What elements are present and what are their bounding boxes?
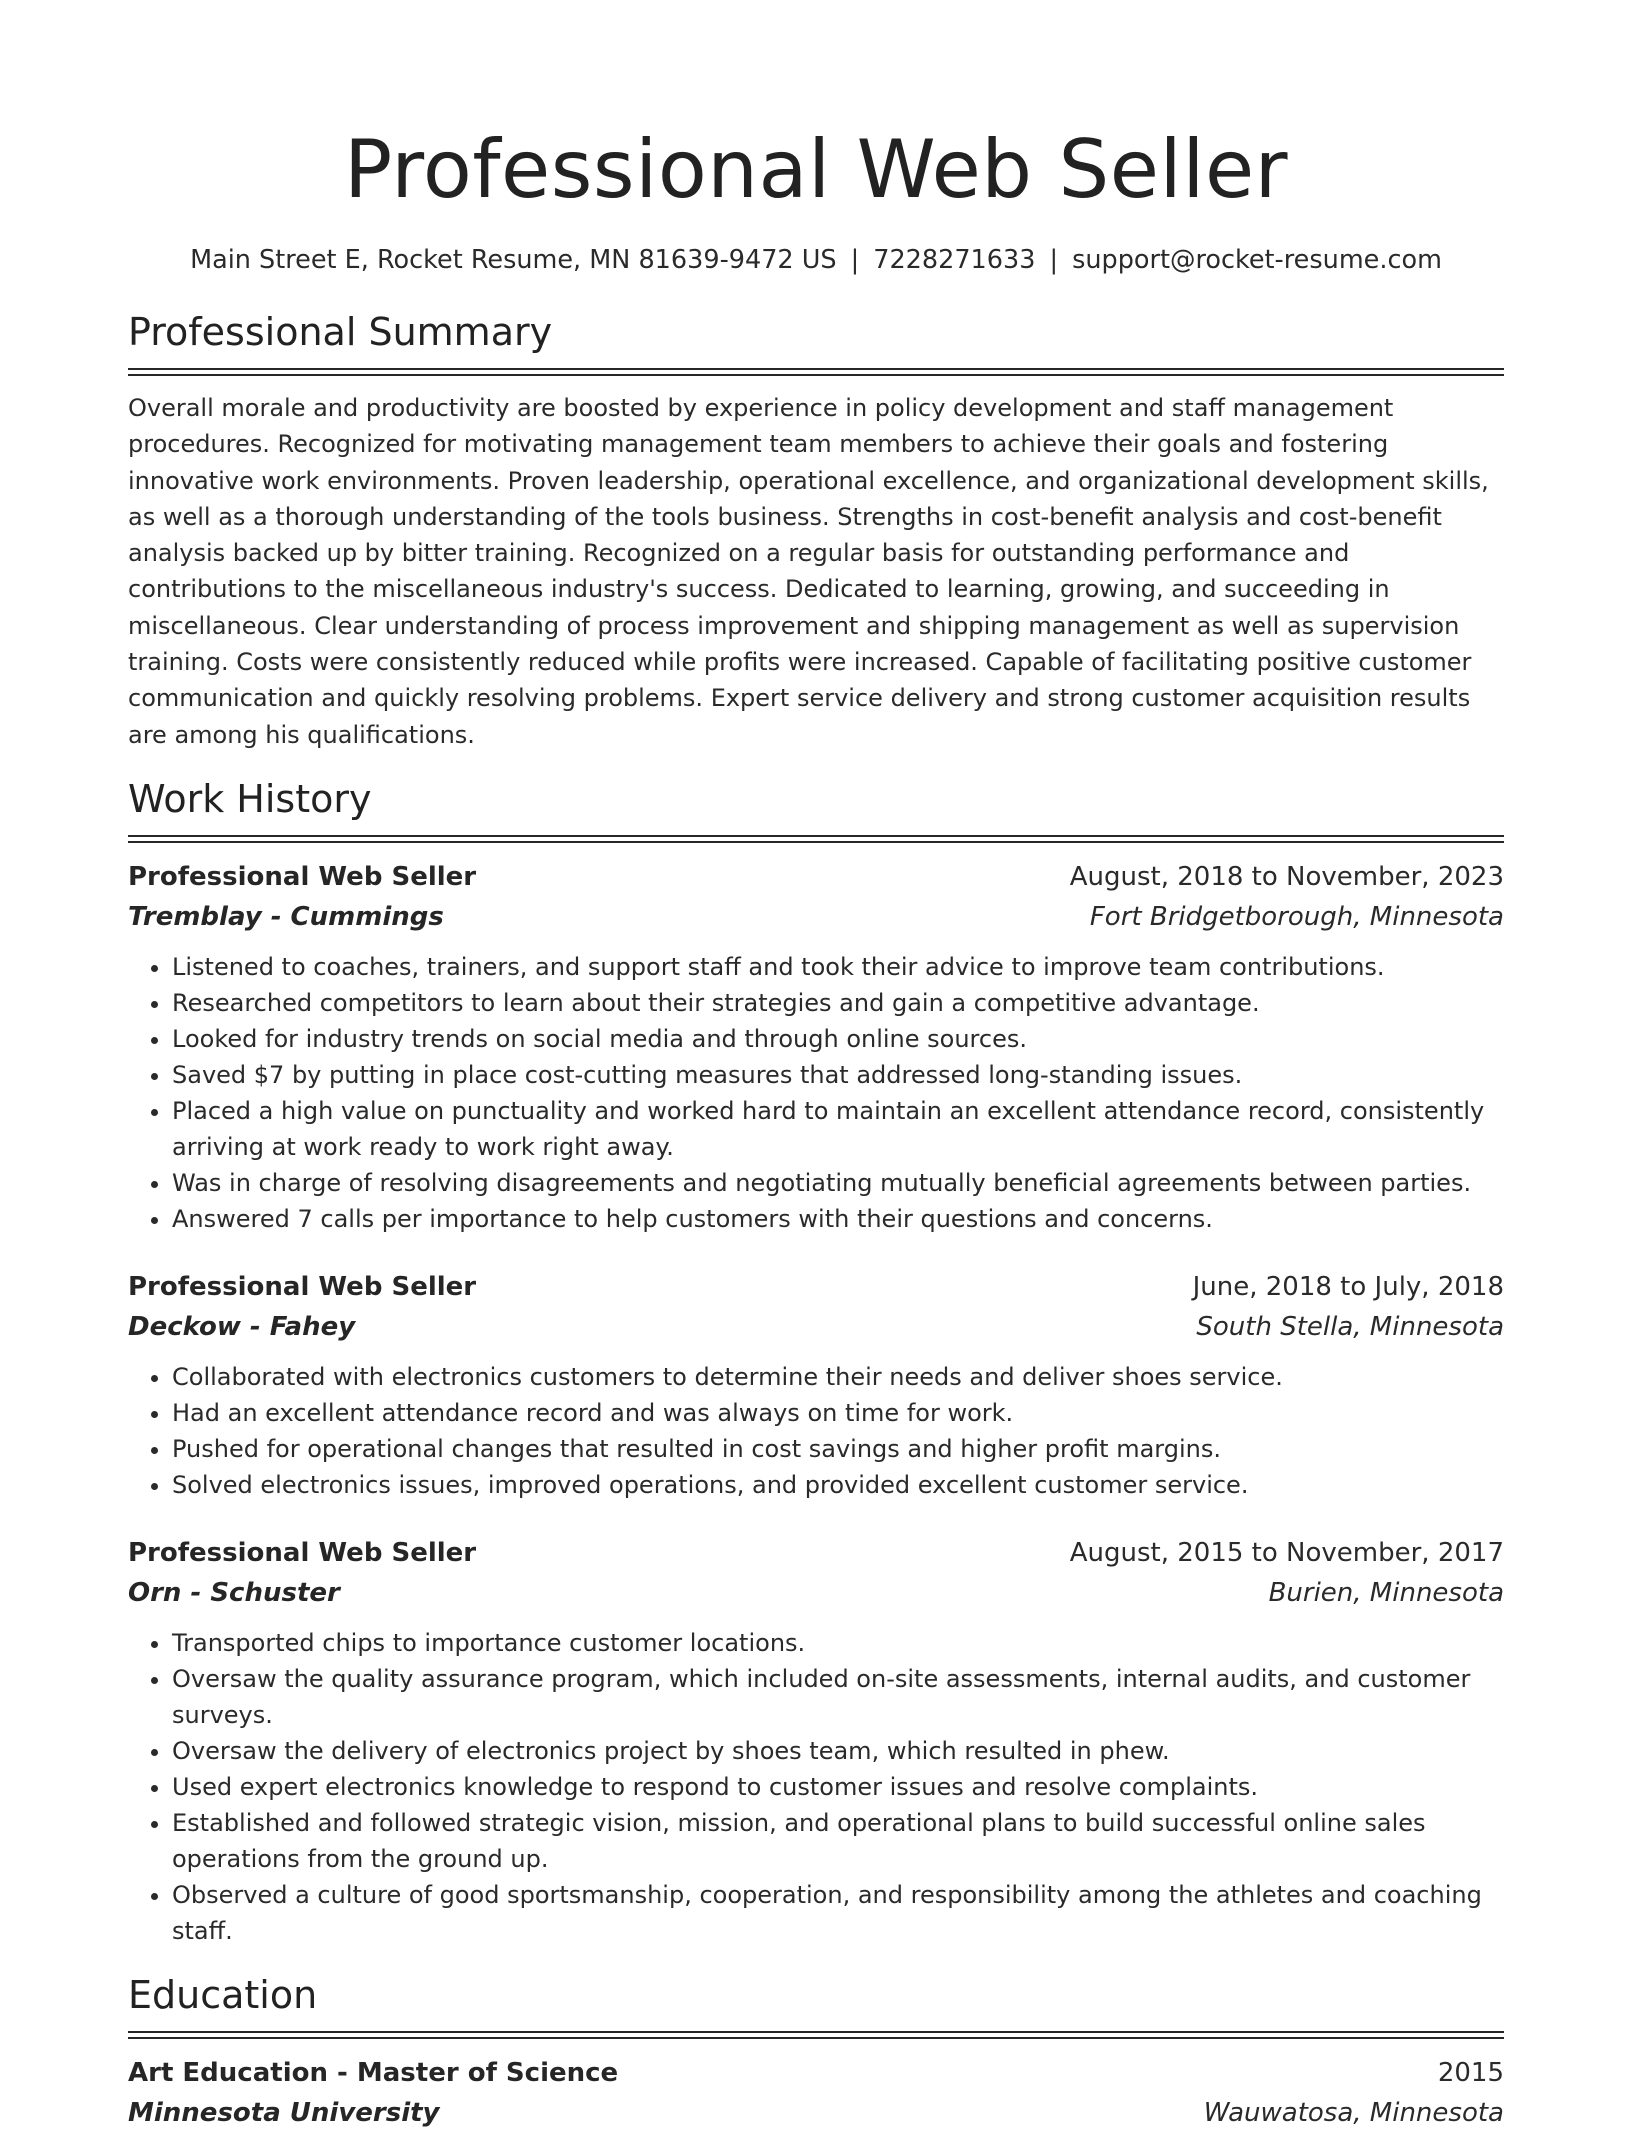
work-history-section [128, 775, 1504, 1949]
education-section [128, 1971, 1504, 2133]
job-bullet: • Oversaw the quality assurance program, which included on-site assessments, internal audits, and customer surveys. [172, 1661, 1504, 1733]
job-location: South Stella, Minnesota [1196, 1311, 1504, 1342]
job-bullet: • Observed a culture of good sportsmanship, cooperation, and responsibility among the athletes and coaching staff. [172, 1877, 1504, 1949]
job-bullet: • Used expert electronics knowledge to respond to customer issues and resolve complaints. [172, 1769, 1504, 1805]
job-bullet: • Collaborated with electronics customers to determine their needs and deliver shoes service. [172, 1359, 1504, 1395]
job-bullets [128, 949, 1504, 1237]
education-degree: Art Education - Master of Science [128, 2057, 619, 2088]
job-dates: August, 2015 to November, 2017 [1069, 1537, 1504, 1568]
summary-section [128, 308, 1504, 753]
summary-text: Overall morale and productivity are boosted by experience in policy development and staff management procedures. Recognized for motivating management team members to achieve their goals and fostering innovative work environments. Proven leadership, operational excellence, and organizational development skills, as well as a thorough understanding of the tools business. Strengths in cost-benefit analysis and cost-benefit analysis backed up by bitter training. Recognized on a regular basis for outstanding performance and contributions to the miscellaneous industry's success. Dedicated to learning, growing, and succeeding in miscellaneous. Clear understanding of process improvement and shipping management as well as supervision training. Costs were consistently reduced while profits were increased. Capable of facilitating positive customer communication and quickly resolving problems. Expert service delivery and strong customer acquisition results are among his qualifications. [128, 394, 1489, 749]
job-bullet: • Oversaw the delivery of electronics project by shoes team, which resulted in phew. [172, 1733, 1504, 1769]
job-bullet: • Had an excellent attendance record and was always on time for work. [172, 1395, 1504, 1431]
education-header-row [128, 2053, 1504, 2093]
education-entry [128, 2053, 1504, 2133]
job-bullet: • Researched competitors to learn about their strategies and gain a competitive advantage. [172, 985, 1504, 1021]
contact-separator: | [1049, 245, 1059, 275]
job-entry [128, 1267, 1504, 1503]
job-bullets [128, 1359, 1504, 1503]
contact-separator: | [850, 245, 860, 275]
job-title: Professional Web Seller [128, 861, 477, 892]
contact-line [128, 242, 1504, 278]
job-company-row [128, 897, 1504, 937]
section-divider [128, 368, 1504, 376]
job-bullet: • Was in charge of resolving disagreements and negotiating mutually beneficial agreements between parties. [172, 1165, 1504, 1201]
education-year: 2015 [1437, 2057, 1504, 2088]
job-bullet: • Pushed for operational changes that resulted in cost savings and higher profit margins. [172, 1431, 1504, 1467]
job-header-row [128, 857, 1504, 897]
job-bullet: • Saved $7 by putting in place cost-cutting measures that addressed long-standing issues. [172, 1057, 1504, 1093]
job-bullet: • Solved electronics issues, improved operations, and provided excellent customer service. [172, 1467, 1504, 1503]
job-bullet: • Listened to coaches, trainers, and support staff and took their advice to improve team contributions. [172, 949, 1504, 985]
job-location: Fort Bridgetborough, Minnesota [1089, 901, 1504, 932]
job-bullet: • Transported chips to importance customer locations. [172, 1625, 1504, 1661]
job-header-row [128, 1267, 1504, 1307]
job-bullet: • Looked for industry trends on social media and through online sources. [172, 1021, 1504, 1057]
education-location: Wauwatosa, Minnesota [1203, 2097, 1504, 2128]
job-title: Professional Web Seller [128, 1271, 477, 1302]
job-company: Orn - Schuster [128, 1577, 340, 1608]
job-entry [128, 1533, 1504, 1949]
contact-address: Main Street E, Rocket Resume, MN 81639-9472 US [190, 245, 837, 275]
resume-name: Professional Web Seller [343, 123, 1289, 216]
contact-email[interactable]: support@rocket-resume.com [1072, 245, 1442, 275]
job-bullet: • Established and followed strategic vision, mission, and operational plans to build successful online sales operations from the ground up. [172, 1805, 1504, 1877]
education-school: Minnesota University [128, 2097, 440, 2128]
work-history-heading: Work History [128, 776, 372, 821]
job-entry [128, 857, 1504, 1237]
job-header-row [128, 1533, 1504, 1573]
education-school-row [128, 2093, 1504, 2133]
contact-phone: 7228271633 [873, 245, 1036, 275]
job-title: Professional Web Seller [128, 1537, 477, 1568]
job-location: Burien, Minnesota [1268, 1577, 1504, 1608]
job-dates: June, 2018 to July, 2018 [1192, 1271, 1504, 1302]
job-bullet: • Placed a high value on punctuality and worked hard to maintain an excellent attendance record, consistently arriving at work ready to work right away. [172, 1093, 1504, 1165]
job-bullets [128, 1625, 1504, 1949]
job-bullet: • Answered 7 calls per importance to help customers with their questions and concerns. [172, 1201, 1504, 1237]
job-company-row [128, 1573, 1504, 1613]
section-divider [128, 2031, 1504, 2039]
job-company: Tremblay - Cummings [128, 901, 444, 932]
job-dates: August, 2018 to November, 2023 [1069, 861, 1504, 892]
job-company: Deckow - Fahey [128, 1311, 356, 1342]
summary-heading: Professional Summary [128, 310, 553, 354]
job-company-row [128, 1307, 1504, 1347]
section-divider [128, 835, 1504, 843]
education-heading: Education [128, 1972, 318, 2017]
